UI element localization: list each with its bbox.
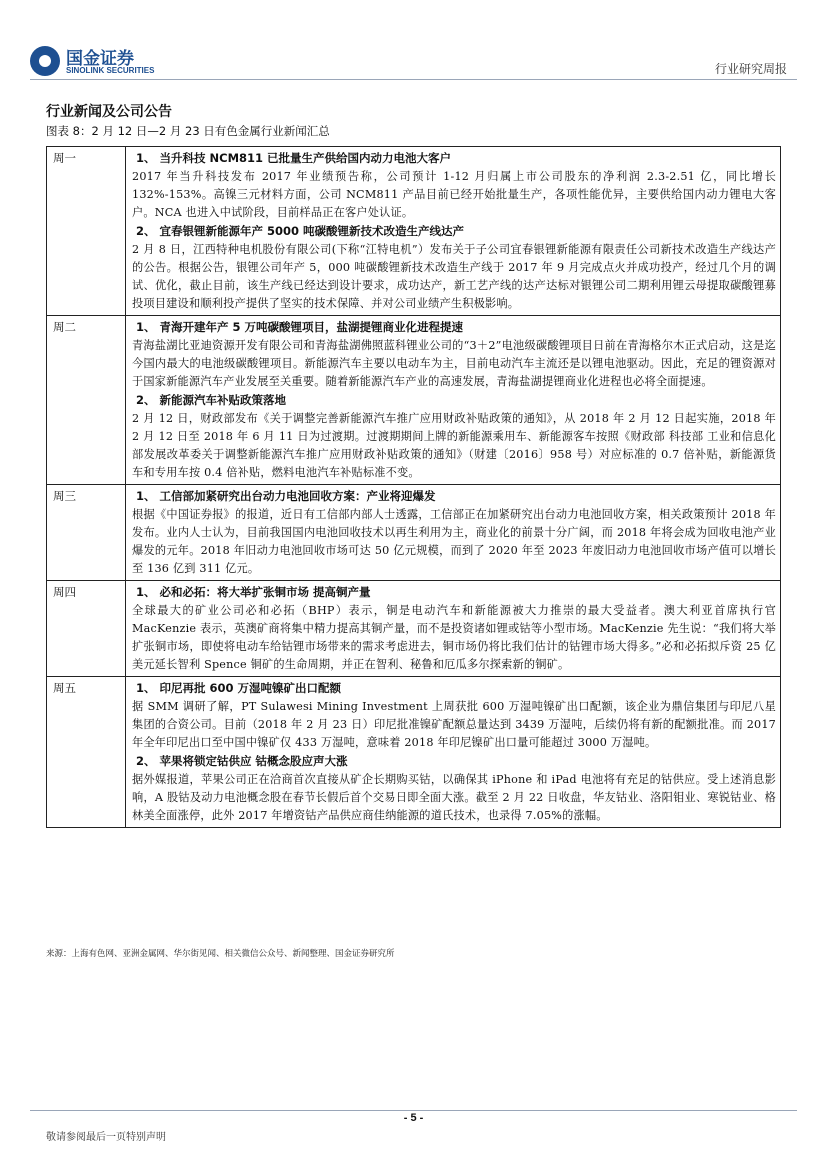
news-body-text: 2017 年当升科技发布 2017 年业绩预告称，公司预计 1-12 月归属上市公司股东的净利润 2.3-2.51 亿，同比增长 132%-153%。高镍三元材料方面，公司 NCM811 产品目前已经开始批量生产，各项性能优异，主要供给国内动力锂电大客户。NCA 也进入中试阶段，目前样品正在客户处认证。 xyxy=(132,170,776,219)
table-row xyxy=(47,485,781,581)
news-body-text: 据 SMM 调研了解，PT Sulawesi Mining Investment 上周获批 600 万湿吨镍矿出口配额，该企业为鼎信集团与印尼八星集团的合资公司。目前（2018 年 2 月 23 日）印尼批准镍矿配额总量达到 3439 万湿吨，后续仍将有新的配额批准。而 2017 年全年印尼出口至中国中镍矿仅 433 万湿吨，意味着 2018 年印尼镍矿出口量可能超过 3000 万湿吨。 xyxy=(132,700,776,749)
news-headline: 2、 苹果将锁定钴供应 钴概念股应声大涨 xyxy=(136,754,348,768)
source-note: 来源：上海有色网、亚洲金属网、华尔街见闻、相关微信公众号、新闻整理、国金证券研究所 xyxy=(46,949,395,959)
table-row xyxy=(47,147,781,316)
company-logo xyxy=(30,44,160,80)
table-row xyxy=(47,677,781,828)
weekday-cell: 周二 xyxy=(47,316,126,485)
news-headline: 1、 青海开建年产 5 万吨碳酸锂项目，盐湖提锂商业化进程提速 xyxy=(136,320,464,334)
news-headline: 1、 工信部加紧研究出台动力电池回收方案：产业将迎爆发 xyxy=(136,489,436,503)
news-body-text: 据外媒报道，苹果公司正在洽商首次直接从矿企长期购买钴，以确保其 iPhone 和 iPad 电池将有充足的钴供应。受上述消息影响，A 股钴及动力电池概念股在春节长假后首个交易日即全面大涨。截至 2 月 22 日收盘，华友钴业、洛阳钼业、寒锐钴业、格林美全面涨停，此外 2017 年增资钴产品供应商佳纳能源的道氏技术，也录得 7.05%的涨幅。 xyxy=(132,773,776,822)
footer-divider xyxy=(30,1110,797,1111)
figure-caption: 图表 8：2 月 12 日—2 月 23 日有色金属行业新闻汇总 xyxy=(46,124,330,138)
news-body-text: 2 月 8 日，江西特种电机股份有限公司(下称“江特电机”）发布关于子公司宜春银锂新能源有限责任公司新技术改造生产线达产的公告。根据公告，银锂公司年产 5，000 吨碳酸锂新技术改造生产线于 2017 年 9 月完成点火并成功投产，经过几个月的调试、优化，截止目前，该生产线已经达到设计要求，成功达产，新工艺产线的达产达标对银锂公司二期利用锂云母提取碳酸锂募投项目建设和顺利投产提供了坚实的技术保障、并对公司业绩产生积极影响。 xyxy=(132,243,776,310)
news-headline: 2、 宜春银锂新能源年产 5000 吨碳酸锂新技术改造生产线达产 xyxy=(136,224,465,238)
news-body-text: 2 月 12 日，财政部发布《关于调整完善新能源汽车推广应用财政补贴政策的通知》，从 2018 年 2 月 12 日起实施，2018 年 2 月 12 日至 2018 年 6 月 11 日为过渡期。过渡期期间上牌的新能源乘用车、新能源客车按照《财政部 科技部 工业和信息化部发展改革委关于调整新能源汽车推广应用财政补贴政策的通知》（财建〔2016〕958 号）对应标准的 0.7 倍补贴，新能源货车和专用车按 0.4 倍补贴，燃料电池汽车补贴标准不变。 xyxy=(132,412,776,479)
news-content-cell xyxy=(126,677,781,828)
section-title: 行业新闻及公司公告 xyxy=(46,104,172,120)
news-body-text: 全球最大的矿业公司必和必拓（BHP）表示，铜是电动汽车和新能源被大力推崇的最大受益者。澳大利亚首席执行官 MacKenzie 表示，英澳矿商将集中精力提高其铜产量，而不是投资诸如锂或钴等小型市场。MacKenzie 先生说：“我们将大举扩张铜市场，即使将电动车给钴锂市场带来的需求考虑进去，铜市场仍将比我们估计的钴锂市场大得多。”必和必拓拟斥资 25 亿美元延长智利 Spence 铜矿的生命周期，并正在智利、秘鲁和厄瓜多尔探索新的铜矿。 xyxy=(132,604,776,671)
weekday-cell: 周五 xyxy=(47,677,126,828)
page-header xyxy=(0,0,827,92)
news-content-cell xyxy=(126,316,781,485)
logo-chinese-name: 国金证券 xyxy=(66,49,134,69)
weekday-cell: 周一 xyxy=(47,147,126,316)
report-type-label: 行业研究周报 xyxy=(714,62,787,76)
table-row xyxy=(47,316,781,485)
news-headline: 2、 新能源汽车补贴政策落地 xyxy=(136,393,287,407)
news-headline: 1、 印尼再批 600 万湿吨镍矿出口配额 xyxy=(136,681,342,695)
news-summary-table xyxy=(46,146,781,828)
weekday-cell: 周四 xyxy=(47,581,126,677)
news-body-text: 青海盐湖比亚迪资源开发有限公司和青海盐湖佛照蓝科锂业公司的“3＋2”电池级碳酸锂项目日前在青海格尔木正式启动，这是迄今国内最大的电池级碳酸锂项目。新能源汽车主要以电动车为主，目前电动汽车主流还是以锂电池驱动。因此，充足的锂资源对于国家新能源汽车产业发展至关重要。随着新能源汽车产业的高速发展，青海盐湖提锂商业化进程也必将全面提速。 xyxy=(132,339,776,388)
news-headline: 1、 必和必拓：将大举扩张铜市场 提高铜产量 xyxy=(136,585,371,599)
news-content-cell xyxy=(126,581,781,677)
weekday-cell: 周三 xyxy=(47,485,126,581)
news-headline: 1、 当升科技 NCM811 已批量生产供给国内动力电池大客户 xyxy=(136,151,452,165)
news-content-cell xyxy=(126,147,781,316)
news-content-cell xyxy=(126,485,781,581)
table-row xyxy=(47,581,781,677)
disclaimer-text: 敬请参阅最后一页特别声明 xyxy=(46,1132,166,1143)
news-body-text: 根据《中国证券报》的报道，近日有工信部内部人士透露，工信部正在加紧研究出台动力电池回收方案，相关政策预计 2018 年发布。业内人士认为，目前我国国内电池回收技术以再生利用为主，商业化的前景十分广阔，而 2018 年将会成为回收电池产业爆发的元年。2018 年旧动力电池回收市场可达 50 亿元规模，而到了 2020 年至 2023 年废旧动力电池回收市场产值可以增长至 136 亿到 311 亿元。 xyxy=(132,508,776,575)
page-number: - 5 - xyxy=(403,1112,424,1124)
header-divider xyxy=(30,79,797,80)
logo-english-name: SINOLINK SECURITIES xyxy=(66,66,155,75)
logo-mark-icon xyxy=(30,46,60,76)
